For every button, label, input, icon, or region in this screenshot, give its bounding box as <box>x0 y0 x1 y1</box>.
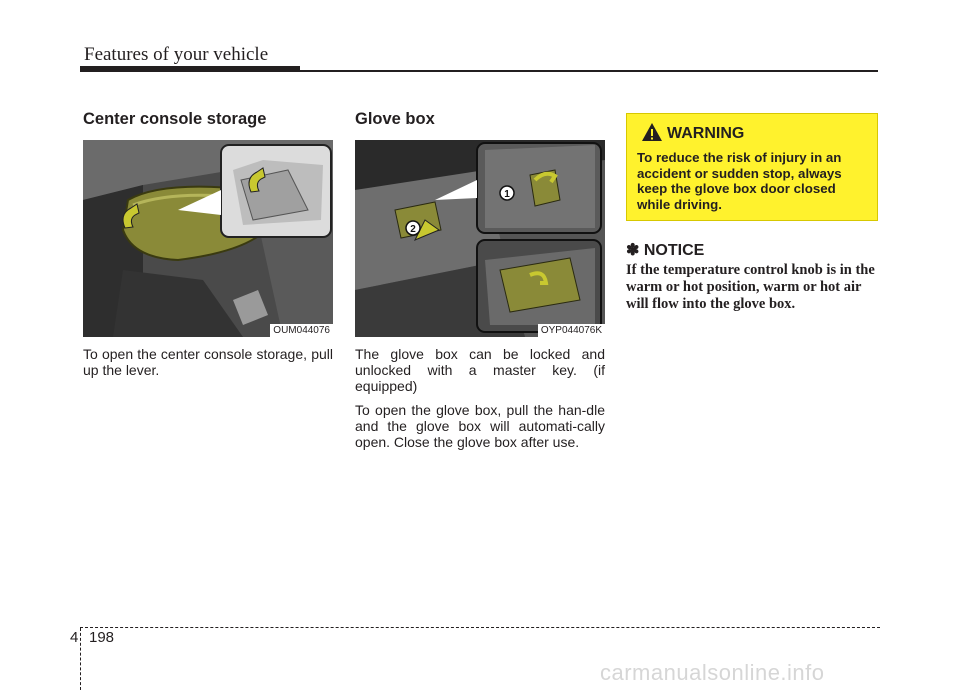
warning-title: WARNING <box>667 125 745 142</box>
glove-box-body <box>355 346 605 458</box>
notice-text: If the temperature control knob is in the warm or hot position, warm or hot air will flow into the glove box. <box>626 262 875 312</box>
glove-box-figure <box>355 140 605 337</box>
header-rule-thin <box>300 70 878 72</box>
paragraph: The glove box can be locked and unlocked with a master key. (if equipped) <box>355 346 605 394</box>
glove-box-illustration <box>355 140 605 337</box>
paragraph: To open the glove box, pull the han-dle and the glove box will automati-cally open. Close the glove box after use. <box>355 402 605 450</box>
warning-triangle-icon <box>641 122 663 142</box>
center-console-heading: Center console storage <box>83 110 267 128</box>
glove-box-heading: Glove box <box>355 110 435 128</box>
page-number: 198 <box>89 629 115 646</box>
footer-divider <box>80 628 81 690</box>
center-console-figure <box>83 140 333 337</box>
section-title: Features of your vehicle <box>84 44 269 65</box>
center-console-body <box>83 346 333 386</box>
figure-code: OYP044076K <box>538 324 605 337</box>
center-console-illustration <box>83 140 333 337</box>
notice-title: ✽ NOTICE <box>626 242 705 259</box>
warning-text: To reduce the risk of injury in an accident or sudden stop, always keep the glove box door closed while driving. <box>637 150 842 212</box>
paragraph: To open the center console storage, pull up the lever. <box>83 346 333 378</box>
watermark: carmanualsonline.info <box>600 660 825 685</box>
figure-code: OUM044076 <box>270 324 333 337</box>
chapter-number: 4 <box>70 629 79 646</box>
warning-box <box>626 113 878 221</box>
callout-1: 1 <box>504 189 510 200</box>
footer-rule <box>80 627 880 628</box>
header-rule-thick <box>80 66 300 72</box>
callout-2: 2 <box>410 224 416 235</box>
